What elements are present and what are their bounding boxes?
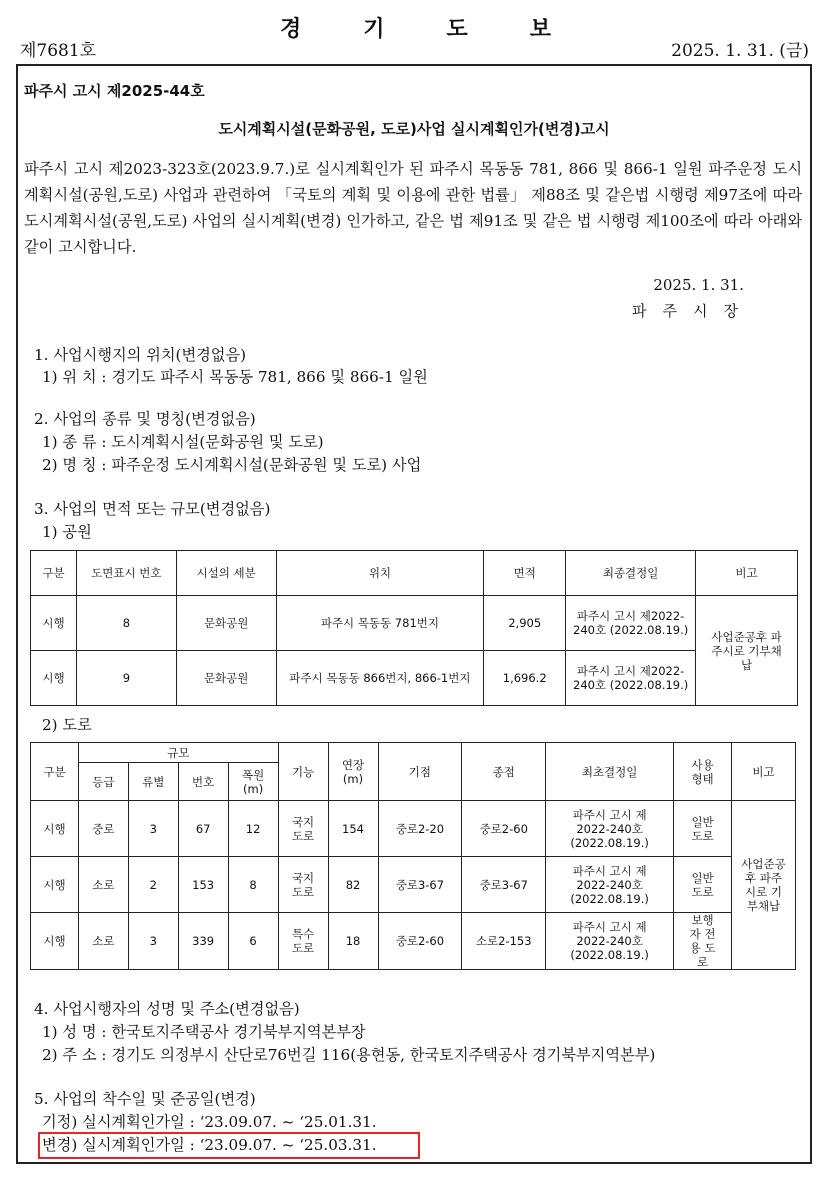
road-cell-length: 18 — [328, 913, 378, 970]
road-header-grade: 등급 — [78, 763, 128, 801]
section-5-after: 변경) 실시계획인가일 : ‘23.09.07. ~ ‘25.03.31. — [42, 1136, 377, 1154]
section-4-item-address: 2) 주 소 : 경기도 의정부시 산단로76번길 116(용현동, 한국토지주택공사 경기북부지역본부) — [42, 1046, 656, 1064]
road-header-length: 연장 (m) — [328, 743, 378, 801]
highlight-box — [38, 1132, 420, 1159]
road-cell-class: 2 — [128, 857, 178, 913]
road-cell-type: 시행 — [31, 913, 79, 970]
road-table — [30, 742, 796, 970]
park-cell-no: 9 — [76, 651, 176, 706]
notice-frame — [16, 64, 812, 1164]
park-cell-no: 8 — [76, 596, 176, 651]
road-cell-type: 시행 — [31, 801, 79, 857]
road-cell-start: 중로2-20 — [378, 801, 462, 857]
road-cell-class: 3 — [128, 913, 178, 970]
park-header-facility: 시설의 세분 — [176, 551, 276, 596]
road-header-use: 사용 형태 — [674, 743, 732, 801]
park-header-decision: 최종결정일 — [566, 551, 696, 596]
section-3-heading: 3. 사업의 면적 또는 규모(변경없음) — [34, 500, 271, 518]
section-2-item-name: 2) 명 칭 : 파주운정 도시계획시설(문화공원 및 도로) 사업 — [42, 456, 422, 474]
road-header-scale: 규모 — [78, 743, 278, 763]
road-header-function: 기능 — [278, 743, 328, 801]
park-header-no: 도면표시 번호 — [76, 551, 176, 596]
road-cell-start: 중로2-60 — [378, 913, 462, 970]
park-table-header-row — [31, 551, 798, 596]
table-row — [31, 596, 798, 651]
table-row — [31, 913, 796, 970]
road-cell-grade: 소로 — [78, 913, 128, 970]
park-cell-location: 파주시 목동동 866번지, 866-1번지 — [276, 651, 484, 706]
road-cell-end: 중로2-60 — [462, 801, 546, 857]
road-cell-note: 사업준공 후 파주시로 기부채납 — [732, 801, 796, 970]
section-4-heading: 4. 사업시행자의 성명 및 주소(변경없음) — [34, 1000, 300, 1018]
park-cell-decision: 파주시 고시 제2022-240호 (2022.08.19.) — [566, 651, 696, 706]
notice-title: 도시계획시설(문화공원, 도로)사업 실시계획인가(변경)고시 — [218, 120, 610, 138]
park-cell-location: 파주시 목동동 781번지 — [276, 596, 484, 651]
road-cell-use: 보행자 전용 도로 — [674, 913, 732, 970]
road-header-class: 류별 — [128, 763, 178, 801]
road-header-note: 비고 — [732, 743, 796, 801]
section-2-item-type: 1) 종 류 : 도시계획시설(문화공원 및 도로) — [42, 433, 324, 451]
section-1-heading: 1. 사업시행지의 위치(변경없음) — [34, 346, 247, 364]
road-header-type: 구분 — [31, 743, 79, 801]
park-header-note: 비고 — [696, 551, 798, 596]
road-cell-width: 12 — [228, 801, 278, 857]
road-cell-end: 중로3-67 — [462, 857, 546, 913]
notice-body: 파주시 고시 제2023-323호(2023.9.7.)로 실시계획인가 된 파주시 목동동 781, 866 및 866-1 일원 파주운정 도시계획시설(공원,도로) 사업과 관련하여 「국토의 계획 및 이용에 관한 법률」 제88조 및 같은법 시행령 제97조에 따라 도시계획시설(공원,도로) 사업의 실시계획(변경) 인가하고, 같은 법 제91조 및 같은 법 시행령 제100조에 따라 아래와 같이 고시합니다. — [24, 160, 802, 256]
issue-number: 제7681호 — [20, 41, 97, 61]
park-cell-type: 시행 — [31, 651, 77, 706]
section-5-heading: 5. 사업의 착수일 및 준공일(변경) — [34, 1090, 256, 1108]
park-header-type: 구분 — [31, 551, 77, 596]
road-cell-use: 일반 도로 — [674, 857, 732, 913]
road-subheading: 2) 도로 — [42, 716, 92, 734]
road-table-header-row-1 — [31, 743, 796, 763]
road-cell-decision: 파주시 고시 제2022-240호 (2022.08.19.) — [546, 857, 674, 913]
park-cell-type: 시행 — [31, 596, 77, 651]
road-header-width: 폭원 (m) — [228, 763, 278, 801]
park-cell-area: 2,905 — [484, 596, 566, 651]
park-header-area: 면적 — [484, 551, 566, 596]
road-cell-start: 중로3-67 — [378, 857, 462, 913]
gazette-title: 경기도보 — [279, 17, 613, 42]
road-header-end: 종점 — [462, 743, 546, 801]
road-cell-grade: 소로 — [78, 857, 128, 913]
park-cell-decision: 파주시 고시 제2022-240호 (2022.08.19.) — [566, 596, 696, 651]
sign-name: 파주시장 — [632, 302, 754, 320]
road-cell-length: 154 — [328, 801, 378, 857]
road-cell-function: 특수 도로 — [278, 913, 328, 970]
road-header-start: 기점 — [378, 743, 462, 801]
park-cell-facility: 문화공원 — [176, 596, 276, 651]
section-5-before: 기정) 실시계획인가일 : ‘23.09.07. ~ ‘25.01.31. — [42, 1113, 377, 1131]
section-1-item-location: 1) 위 치 : 경기도 파주시 목동동 781, 866 및 866-1 일원 — [42, 368, 428, 386]
table-row — [31, 651, 798, 706]
road-cell-function: 국지 도로 — [278, 801, 328, 857]
issue-date: 2025. 1. 31. (금) — [671, 41, 809, 61]
section-2-heading: 2. 사업의 종류 및 명칭(변경없음) — [34, 410, 256, 428]
road-cell-use: 일반 도로 — [674, 801, 732, 857]
road-cell-length: 82 — [328, 857, 378, 913]
road-cell-width: 8 — [228, 857, 278, 913]
road-cell-decision: 파주시 고시 제2022-240호 (2022.08.19.) — [546, 801, 674, 857]
gazette-header — [0, 0, 831, 62]
park-cell-facility: 문화공원 — [176, 651, 276, 706]
park-subheading: 1) 공원 — [42, 523, 92, 541]
road-cell-grade: 중로 — [78, 801, 128, 857]
road-cell-function: 국지 도로 — [278, 857, 328, 913]
park-table — [30, 550, 798, 706]
table-row — [31, 801, 796, 857]
road-cell-width: 6 — [228, 913, 278, 970]
road-header-number: 번호 — [178, 763, 228, 801]
park-cell-area: 1,696.2 — [484, 651, 566, 706]
park-header-location: 위치 — [276, 551, 484, 596]
notice-number: 파주시 고시 제2025-44호 — [24, 82, 205, 100]
road-cell-type: 시행 — [31, 857, 79, 913]
park-cell-note: 사업준공후 파주시로 기부채납 — [696, 596, 798, 706]
road-header-decision: 최초결정일 — [546, 743, 674, 801]
road-cell-decision: 파주시 고시 제2022-240호 (2022.08.19.) — [546, 913, 674, 970]
road-cell-number: 153 — [178, 857, 228, 913]
sign-date: 2025. 1. 31. — [653, 276, 744, 294]
road-cell-number: 339 — [178, 913, 228, 970]
road-cell-number: 67 — [178, 801, 228, 857]
road-cell-end: 소로2-153 — [462, 913, 546, 970]
table-row — [31, 857, 796, 913]
road-cell-class: 3 — [128, 801, 178, 857]
section-4-item-name: 1) 성 명 : 한국토지주택공사 경기북부지역본부장 — [42, 1023, 366, 1041]
